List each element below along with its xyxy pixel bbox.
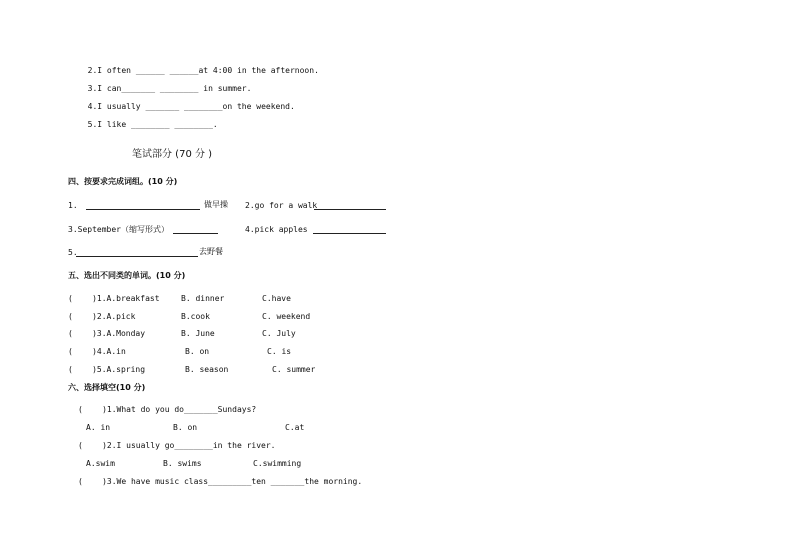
s4-q4-blank[interactable] [313, 233, 386, 234]
s5-row4-c: C. is [267, 347, 292, 356]
s6-q1-c: C.at [285, 423, 305, 432]
s5-row2-q: ( )2.A.pick [68, 312, 136, 321]
s4-q1-blank[interactable] [86, 209, 200, 210]
s5-row4-q: ( )4.A.in [68, 347, 126, 356]
s5-row1-b: B. dinner [181, 294, 225, 303]
s6-q2-a: A.swim [86, 459, 115, 468]
s5-row3-b: B. June [181, 329, 215, 338]
s5-row1-q: ( )1.A.breakfast [68, 294, 160, 303]
s4-q1-hint: 做早操 [204, 200, 228, 209]
s5-row5-b: B. season [185, 365, 229, 374]
s6-q3: ( )3.We have music class_________ten _______the morning. [78, 477, 363, 486]
fill-line-2: 2.I often ______ ______at 4:00 in the afternoon. [87, 66, 319, 75]
s6-q2: ( )2.I usually go________in the river. [78, 441, 276, 450]
s5-row3-c: C. July [262, 329, 296, 338]
s5-row2-b: B.cook [181, 312, 210, 321]
s5-row5-c: C. summer [272, 365, 316, 374]
s5-row5-q: ( )5.A.spring [68, 365, 146, 374]
s4-q1-num: 1. [68, 201, 78, 210]
s6-q1-a: A. in [86, 423, 111, 432]
section-title: 笔试部分 (70 分 ) [132, 149, 213, 160]
s6-q1: ( )1.What do you do_______Sundays? [78, 405, 257, 414]
s5-row3-q: ( )3.A.Monday [68, 329, 146, 338]
s6-q2-b: B. swims [163, 459, 202, 468]
s4-q4: 4.pick apples [245, 225, 308, 234]
s4-q2-blank[interactable] [314, 209, 386, 210]
s4-q3: 3.September（缩写形式） [68, 225, 169, 234]
s4-q5-num: 5. [68, 248, 78, 257]
s4-q5-hint: 去野餐 [199, 247, 223, 256]
s4-q2: 2.go for a walk [245, 201, 318, 210]
s4-q3-blank[interactable] [173, 233, 218, 234]
section6-title: 六、选择填空(10 分) [68, 383, 146, 392]
fill-line-4: 4.I usually _______ ________on the weekend. [87, 102, 295, 111]
s5-row4-b: B. on [185, 347, 210, 356]
section5-title: 五、选出不同类的单词。(10 分) [68, 271, 186, 280]
s5-row2-c: C. weekend [262, 312, 311, 321]
s6-q1-b: B. on [173, 423, 198, 432]
section4-title: 四、按要求完成词组。(10 分) [68, 177, 178, 186]
s6-q2-c: C.swimming [253, 459, 302, 468]
fill-line-3: 3.I can_______ ________ in summer. [87, 84, 252, 93]
s4-q5-blank[interactable] [76, 256, 198, 257]
fill-line-5: 5.I like ________ ________. [87, 120, 218, 129]
s5-row1-c: C.have [262, 294, 291, 303]
